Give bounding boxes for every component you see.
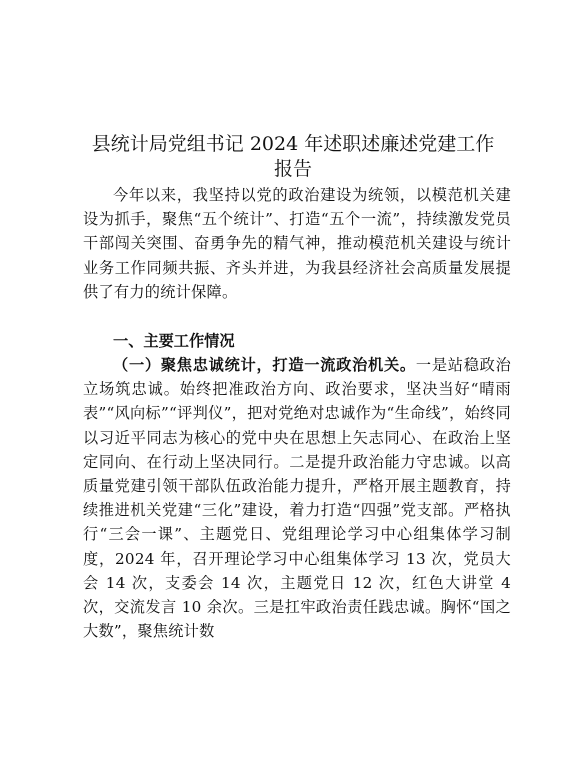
- body-paragraph: [83, 353, 511, 643]
- body-paragraph-text: 一是站稳政治立场筑忠诚。始终把准政治方向、政治要求，坚决当好“晴雨表”“风向标”“评判仪”，把对党绝对忠诚作为“生命线”，始终同以习近平同志为核心的党中央在思想上矢志同心、在政治上坚定同向、在行动上坚决同行。二是提升政治能力守忠诚。以高质量党建引领干部队伍政治能力提升，严格开展主题教育，持续推进机关党建“三化”建设，着力打造“四强”党支部。严格执行“三会一课”、主题党日、党组理论学习中心组集体学习制度，2024 年，召开理论学习中心组集体学习 13 次，党员大会 14 次，支委会 14 次，主题党日 12 次，红色大讲堂 4 次，交流发言 10 余次。三是扛牢政治责任践忠诚。胸怀“国之大数”，聚焦统计数: [83, 356, 512, 641]
- intro-paragraph: 今年以来，我坚持以党的政治建设为统领，以模范机关建设为抓手，聚焦“五个统计”、打造“五个一流”，持续激发党员干部闯关突围、奋勇争先的精气神，推动模范机关建设与统计业务工作同频共振、齐头并进，为我县经济社会高质量发展提供了有力的统计保障。: [83, 186, 511, 301]
- document-title: 县统计局党组书记 2024 年述职述廉述党建工作: [91, 133, 495, 155]
- document-title-continued: 报告: [273, 158, 312, 180]
- subsection-title: （一）聚焦忠诚统计，打造一流政治机关。: [113, 356, 416, 374]
- section-heading: 一、主要工作情况: [113, 332, 235, 350]
